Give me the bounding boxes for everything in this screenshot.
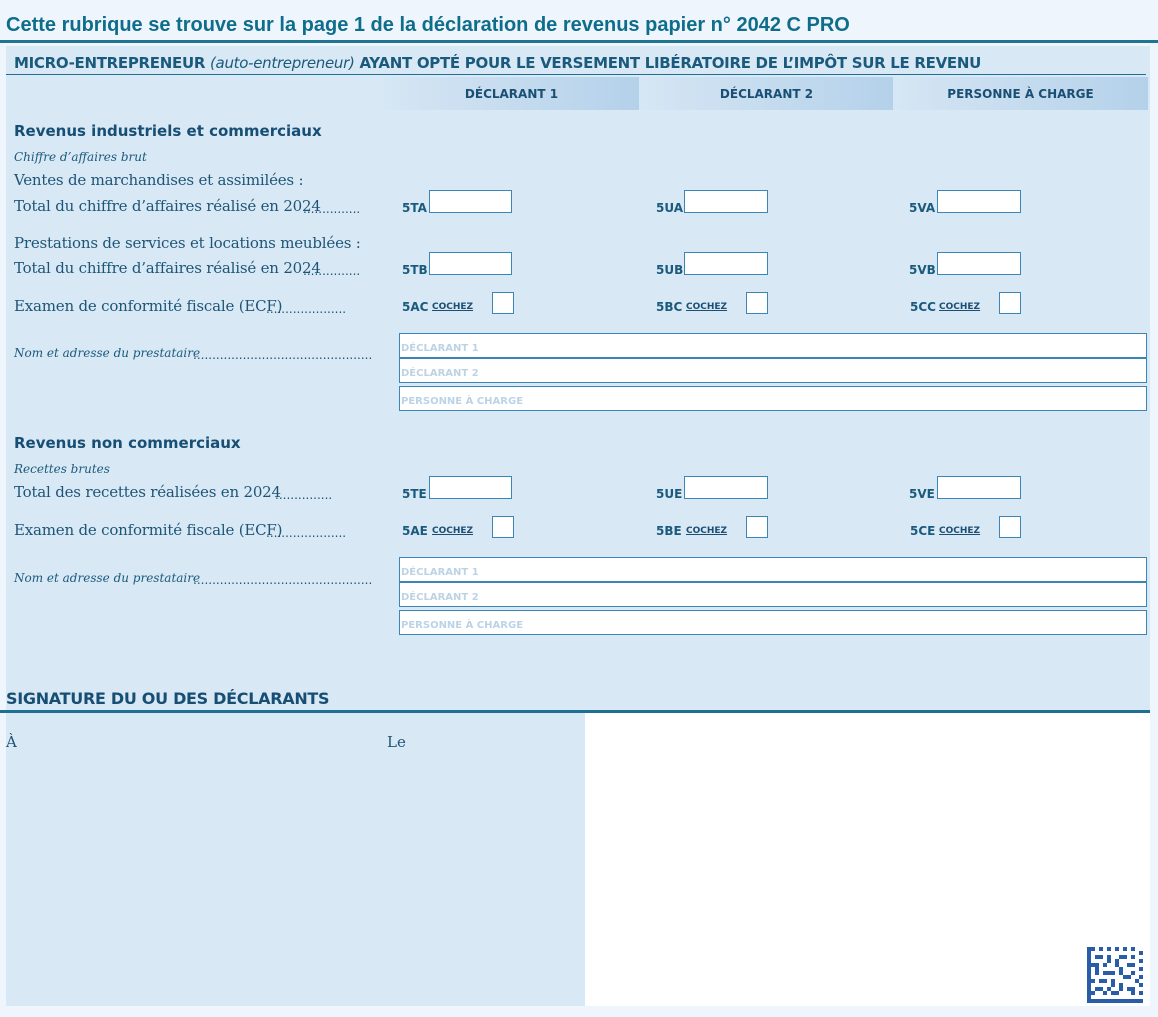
cochez-5bc-label: COCHEZ: [686, 302, 728, 312]
ecf-label-industriel: Examen de conformité fiscale (ECF): [14, 297, 283, 315]
section-rule: [6, 74, 1146, 75]
code-5ce: 5CE: [910, 524, 936, 538]
industriel-subtitle: Chiffre d’affaires brut: [14, 150, 147, 164]
column-header-declarant-1: DÉCLARANT 1: [384, 77, 639, 110]
input-5ue[interactable]: [684, 476, 768, 499]
recettes-total-label: Total des recettes réalisées en 2024: [14, 483, 281, 501]
prestataire-label-non-commerciaux: Nom et adresse du prestataire: [14, 571, 201, 585]
cochez-5ae-label: COCHEZ: [432, 526, 474, 536]
recettes-dots: ...............: [275, 488, 333, 502]
input-5ta[interactable]: [429, 190, 512, 213]
ventes-label: Ventes de marchandises et assimilées :: [14, 171, 304, 189]
checkbox-5ac[interactable]: [492, 292, 514, 314]
nc-prestataire-field-personne-a-charge[interactable]: PERSONNE À CHARGE: [399, 610, 1147, 635]
prestataire-dots-non-commerciaux: ...............................................: [193, 573, 373, 587]
ecf-label-non-commerciaux: Examen de conformité fiscale (ECF): [14, 521, 283, 539]
code-5be: 5BE: [656, 524, 682, 538]
non-commerciaux-subtitle: Recettes brutes: [14, 462, 110, 476]
code-5ub: 5UB: [656, 263, 684, 277]
prestataire-label-industriel: Nom et adresse du prestataire: [14, 346, 201, 360]
prestataire-field-declarant-1[interactable]: DÉCLARANT 1: [399, 333, 1147, 358]
column-header-declarant-2: DÉCLARANT 2: [639, 77, 894, 110]
ventes-dots: ...............: [303, 202, 361, 216]
nc-prestataire-field-declarant-1[interactable]: DÉCLARANT 1: [399, 557, 1147, 582]
signature-title: SIGNATURE DU OU DES DÉCLARANTS: [6, 689, 330, 708]
code-5ue: 5UE: [656, 487, 683, 501]
non-commerciaux-title: Revenus non commerciaux: [14, 434, 241, 452]
code-5ta: 5TA: [402, 201, 427, 215]
checkbox-5cc[interactable]: [999, 292, 1021, 314]
cochez-5ac-label: COCHEZ: [432, 302, 474, 312]
input-5ub[interactable]: [684, 252, 768, 275]
signature-area[interactable]: [585, 713, 1150, 1006]
code-5tb: 5TB: [402, 263, 428, 277]
checkbox-5bc[interactable]: [746, 292, 768, 314]
input-5va[interactable]: [937, 190, 1021, 213]
nc-prestataire-field-declarant-2[interactable]: DÉCLARANT 2: [399, 582, 1147, 607]
input-5te[interactable]: [429, 476, 512, 499]
signature-place-date-area: [6, 713, 585, 1006]
checkbox-5ce[interactable]: [999, 516, 1021, 538]
section-title: [14, 54, 981, 72]
datamatrix-barcode-icon: [1087, 947, 1143, 1003]
input-5tb[interactable]: [429, 252, 512, 275]
code-5ve: 5VE: [909, 487, 935, 501]
ecf-dots-industriel: .....................: [266, 302, 347, 316]
ecf-dots-non-commerciaux: .....................: [266, 526, 347, 540]
page-title: Cette rubrique se trouve sur la page 1 de la déclaration de revenus papier n° 2042 C PRO: [6, 14, 850, 36]
cochez-5cc-label: COCHEZ: [939, 302, 981, 312]
prestataire-dots-industriel: ...............................................: [193, 348, 373, 362]
code-5te: 5TE: [402, 487, 427, 501]
input-5ua[interactable]: [684, 190, 768, 213]
industriel-title: Revenus industriels et commerciaux: [14, 122, 322, 140]
prestataire-field-personne-a-charge[interactable]: PERSONNE À CHARGE: [399, 386, 1147, 411]
cochez-5ce-label: COCHEZ: [939, 526, 981, 536]
input-5vb[interactable]: [937, 252, 1021, 275]
column-header-personne-a-charge: PERSONNE À CHARGE: [893, 77, 1148, 110]
prestations-total-label: Total du chiffre d’affaires réalisé en 2024: [14, 259, 321, 277]
prestations-label: Prestations de services et locations meublées :: [14, 234, 361, 252]
signature-le-label: Le: [387, 733, 406, 751]
section-title-part1: MICRO-ENTREPRENEUR: [14, 54, 210, 72]
code-5vb: 5VB: [909, 263, 936, 277]
prestations-dots: ...............: [303, 264, 361, 278]
title-rule: [0, 40, 1158, 43]
section-title-part2: AYANT OPTÉ POUR LE VERSEMENT LIBÉRATOIRE DE L’IMPÔT SUR LE REVENU: [354, 54, 981, 72]
ventes-total-label: Total du chiffre d’affaires réalisé en 2024: [14, 197, 321, 215]
code-5ua: 5UA: [656, 201, 684, 215]
checkbox-5be[interactable]: [746, 516, 768, 538]
checkbox-5ae[interactable]: [492, 516, 514, 538]
code-5ac: 5AC: [402, 300, 429, 314]
code-5va: 5VA: [909, 201, 936, 215]
prestataire-field-declarant-2[interactable]: DÉCLARANT 2: [399, 358, 1147, 383]
code-5ae: 5AE: [402, 524, 428, 538]
section-title-italic: (auto-entrepreneur): [210, 54, 355, 72]
input-5ve[interactable]: [937, 476, 1021, 499]
signature-a-label: À: [6, 733, 17, 751]
code-5bc: 5BC: [656, 300, 683, 314]
cochez-5be-label: COCHEZ: [686, 526, 728, 536]
code-5cc: 5CC: [910, 300, 936, 314]
